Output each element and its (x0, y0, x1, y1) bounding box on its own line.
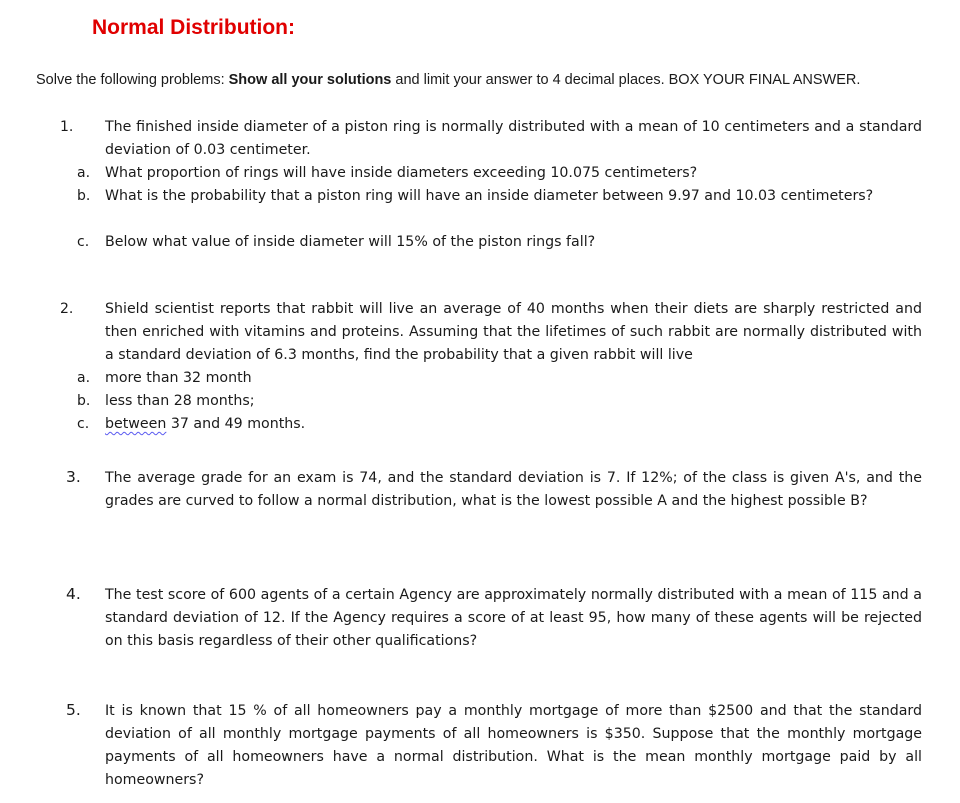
problem-number: 2. (60, 301, 74, 317)
problem-text: The finished inside diameter of a piston ring is normally distributed with a mean of 10 centimeters and a standard deviation of 0.03 centimeter. (105, 119, 922, 158)
part-text: What is the probability that a piston ring will have an inside diameter between 9.97 and 10.03 centimeters? (105, 188, 874, 204)
part-letter: b. (77, 188, 91, 204)
part-letter: b. (77, 393, 91, 409)
instructions (36, 72, 936, 88)
instructions-suffix: and limit your answer to 4 decimal places. BOX YOUR FINAL ANSWER. (391, 72, 861, 88)
part-text (105, 413, 922, 436)
spellcheck-word: between (105, 416, 167, 432)
problem-number: 4. (66, 585, 81, 603)
page-title: Normal Distribution: (92, 16, 295, 39)
part-text-rest: 37 and 49 months. (166, 416, 306, 432)
problem-text: The average grade for an exam is 74, and the standard deviation is 7. If 12%; of the class is given A's, and the grades are curved to follow a normal distribution, what is the lowest possible A and the highest possible B? (105, 470, 922, 509)
problem-text: It is known that 15 % of all homeowners pay a monthly mortgage of more than $2500 and that the standard deviation of all monthly mortgage payments of all homeowners is $350. Suppose that the monthly mortgage payments of all homeowners have a normal distribution. What is the mean monthly mortgage paid by all homeowners? (105, 703, 922, 788)
problem-number: 5. (66, 701, 81, 719)
part-text: What proportion of rings will have inside diameters exceeding 10.075 centimeters? (105, 165, 698, 181)
part-letter: c. (77, 416, 90, 432)
instructions-prefix: Solve the following problems: (36, 72, 229, 88)
part-text: less than 28 months; (105, 393, 255, 409)
part-letter: c. (77, 234, 90, 250)
problem-number: 1. (60, 119, 74, 135)
problem-text: The test score of 600 agents of a certain Agency are approximately normally distributed with a mean of 115 and a standard deviation of 12. If the Agency requires a score of at least 95, how many of these agents will be rejected on this basis regardless of their other qualifications? (105, 587, 922, 649)
problem-number: 3. (66, 468, 81, 486)
instructions-bold: Show all your solutions (228, 72, 392, 88)
part-text: more than 32 month (105, 370, 252, 386)
problem-text: Shield scientist reports that rabbit will live an average of 40 months when their diets are sharply restricted and then enriched with vitamins and proteins. Assuming that the lifetimes of such rabbit are normally distributed with a standard deviation of 6.3 months, find the probability that a given rabbit will live (105, 301, 922, 363)
part-letter: a. (77, 165, 91, 181)
part-text: Below what value of inside diameter will 15% of the piston rings fall? (105, 234, 596, 250)
part-letter: a. (77, 370, 91, 386)
